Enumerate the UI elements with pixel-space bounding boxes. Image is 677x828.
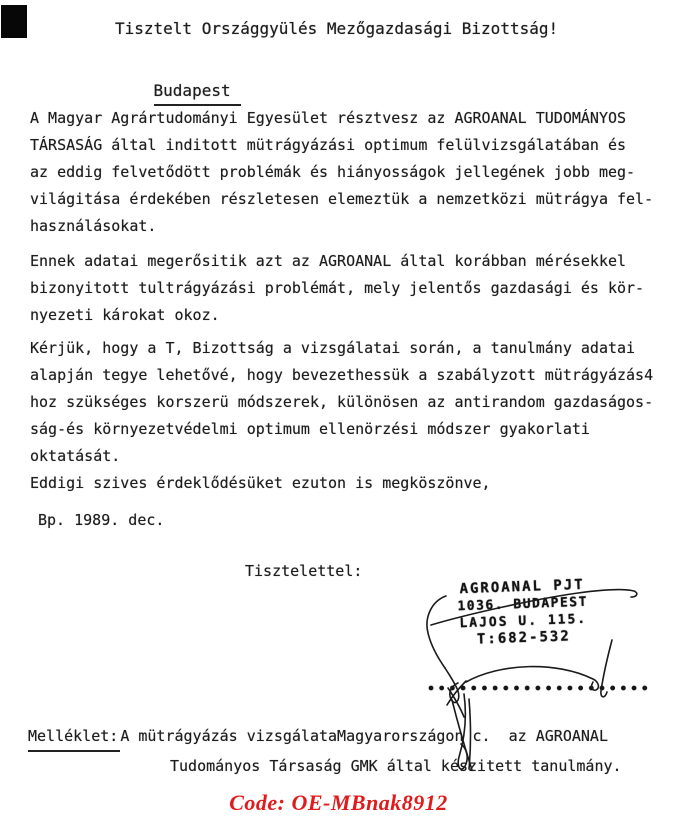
text-line: világitása érdekében részletesen elemeztük a nemzetközi mütrágya fel-: [30, 190, 654, 208]
letter-city-underlined: Budapest: [154, 77, 241, 106]
attachment-line-2: Tudományos Társaság GMK által készitett tanulmány.: [170, 757, 622, 775]
text-line: A Magyar Agrártudományi Egyesület résztvesz az AGROANAL TUDOMÁNYOS: [30, 109, 627, 127]
code-line: Code: OE-MBnak8912: [229, 790, 448, 815]
agroanal-stamp: [437, 576, 609, 650]
paragraph-1: [30, 105, 653, 240]
text-line: hoz szükséges korszerü módszerek, különösen az antirandom gazdaságos-: [30, 393, 654, 411]
closing-line: Eddigi szives érdeklődésüket ezuton is megköszönve,: [30, 474, 491, 492]
signature-dotted-line: [428, 684, 652, 692]
text-line: Kérjük, hogy a T, Bizottság a vizsgálatai során, a tanulmány adatai: [30, 339, 636, 357]
text-line: TÁRSASÁG által inditott mütrágyázási optimum felülvizsgálatában és: [30, 136, 627, 154]
text-line: ság-és környezetvédelmi optimum ellenörzési módszer gyakorlati: [30, 420, 590, 438]
paragraph-3: [30, 335, 653, 470]
text-line: oktatását.: [30, 447, 121, 465]
attachment-text: A mütrágyázás vizsgálataMagyarországon c. az AGROANAL: [120, 727, 608, 745]
letter-addressee: Tisztelt Országgyülés Mezőgazdasági Bizottság!: [115, 19, 559, 38]
black-corner-mark: [1, 5, 27, 38]
text-line: az eddig felvetődött problémák és hiányosságok jellegének jobb meg-: [30, 163, 636, 181]
stamp-company: AGROANAL PJT: [459, 576, 585, 598]
text-line: nyezeti károkat okoz.: [30, 306, 220, 324]
stamp-phone: T:682-532: [476, 628, 572, 648]
stamp-street: LAJOS U. 115.: [459, 611, 588, 632]
date-line: Bp. 1989. dec.: [38, 511, 165, 529]
attachment-label: Melléklet:: [28, 723, 120, 752]
attachment-line-1: [28, 723, 608, 750]
paragraph-2: [30, 248, 644, 329]
stamp-city: 1036. BUDAPEST: [457, 594, 589, 615]
letter-city: [115, 50, 241, 100]
text-line: bizonyitott tultrágyázási problémát, mely jelentős gazdasági és kör-: [30, 279, 645, 297]
salutation-line: Tisztelettel:: [245, 562, 363, 580]
text-line: használásokat.: [30, 217, 157, 235]
text-line: Ennek adatai megerősitik azt az AGROANAL által korábban mérésekkel: [30, 252, 627, 270]
text-line: alapján tegye lehetővé, hogy bevezethessük a szabályzott mütrágyázás4: [30, 366, 654, 384]
